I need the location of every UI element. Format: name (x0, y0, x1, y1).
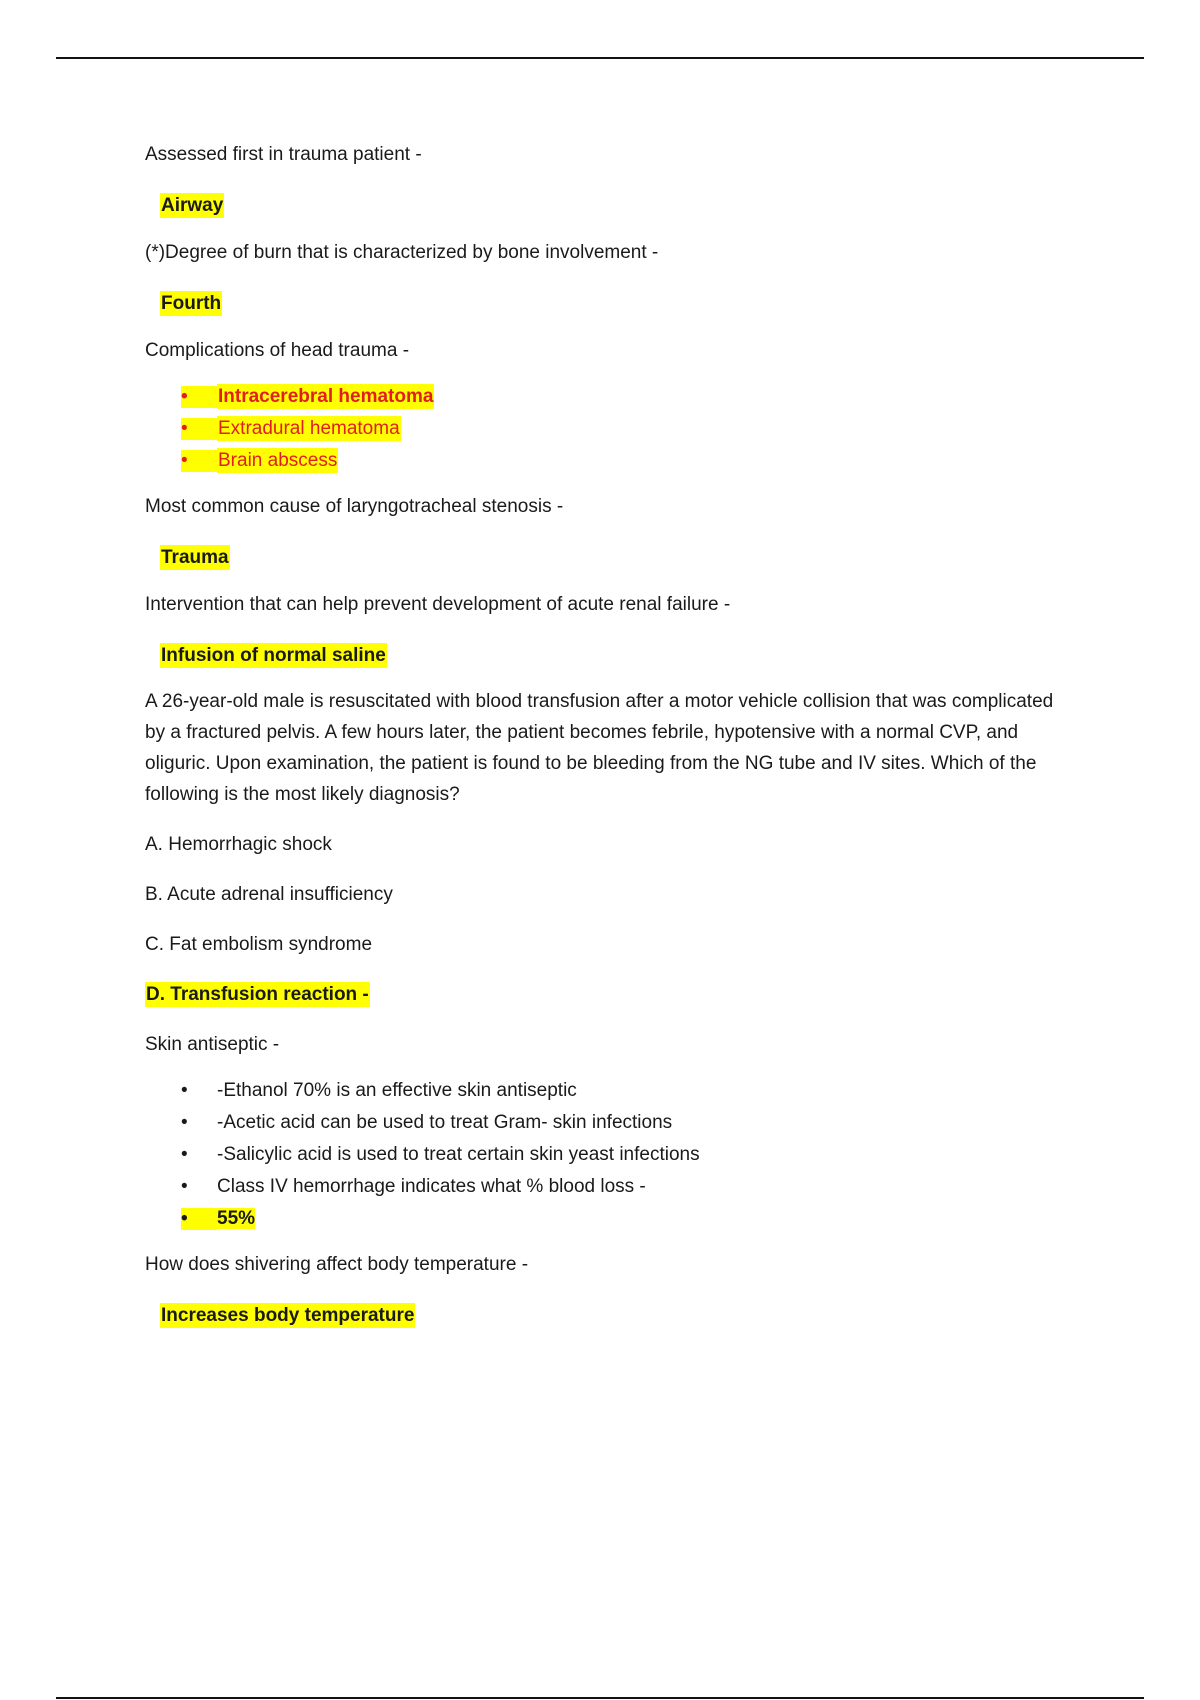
bullet-icon: • (181, 386, 217, 408)
question-text: Intervention that can help prevent development of acute renal failure - (145, 594, 731, 615)
answer-highlight: Trauma (161, 547, 229, 568)
list-item-text: Brain abscess (218, 450, 338, 471)
list-item-text: -Ethanol 70% is an effective skin antiseptic (217, 1080, 577, 1101)
list-item-text: Class IV hemorrhage indicates what % blood loss - (217, 1176, 646, 1197)
list-item (181, 418, 1075, 440)
bullet-icon: • (181, 1176, 188, 1197)
option-a: A. Hemorrhagic shock (145, 834, 332, 855)
answer-text (160, 1305, 1075, 1327)
answer-highlight: Fourth (161, 293, 222, 314)
document-body (145, 144, 1075, 1352)
bullet-icon: • (181, 1112, 188, 1133)
answer-highlight: Airway (161, 195, 224, 216)
answer-highlight: Infusion of normal saline (161, 645, 386, 666)
bullet-icon: • (181, 418, 217, 440)
answer-text (160, 195, 1075, 217)
option-c: C. Fat embolism syndrome (145, 934, 373, 955)
question-text: Assessed first in trauma patient - (145, 144, 422, 165)
answer-text (160, 293, 1075, 315)
list-item-text: Intracerebral hematoma (218, 386, 434, 407)
question-text: Complications of head trauma - (145, 340, 410, 361)
question-text: How does shivering affect body temperature - (145, 1254, 529, 1275)
bullet-icon: • (181, 450, 217, 472)
question-text: (*)Degree of burn that is characterized by bone involvement - (145, 242, 659, 263)
bullet-icon: • (181, 1144, 188, 1165)
complications-list (145, 386, 1075, 472)
list-item-text: -Acetic acid can be used to treat Gram- skin infections (217, 1112, 673, 1133)
answer-highlight: Increases body temperature (161, 1305, 415, 1326)
list-item (181, 1112, 1075, 1134)
list-item (181, 450, 1075, 472)
option-d-correct (145, 984, 1075, 1006)
list-item-text: -Salicylic acid is used to treat certain skin yeast infections (217, 1144, 700, 1165)
bullet-icon: • (181, 1080, 188, 1101)
list-item-highlighted (181, 1208, 1075, 1230)
antiseptic-list (145, 1080, 1075, 1230)
question-text: Most common cause of laryngotracheal stenosis - (145, 496, 564, 517)
bullet-icon: • (181, 1208, 217, 1230)
bottom-rule (56, 1697, 1144, 1699)
option-b: B. Acute adrenal insufficiency (145, 884, 393, 905)
list-item (181, 1176, 1075, 1198)
question-text: Skin antiseptic - (145, 1034, 280, 1055)
case-paragraph: A 26-year-old male is resuscitated with blood transfusion after a motor vehicle collision that was complicated by a fractured pelvis. A few hours later, the patient becomes febrile, hypotensive with a normal CVP, and oliguric. Upon examination, the patient is found to be bleeding from the NG tube and IV sites. Which of the following is the most likely diagnosis? (145, 691, 1054, 805)
list-item-text: 55% (217, 1208, 256, 1229)
list-item (181, 1080, 1075, 1102)
list-item (181, 1144, 1075, 1166)
top-rule (56, 57, 1144, 59)
answer-text (160, 547, 1075, 569)
list-item (181, 386, 1075, 408)
answer-text (160, 645, 1075, 667)
answer-highlight: D. Transfusion reaction - (146, 984, 369, 1005)
list-item-text: Extradural hematoma (218, 418, 400, 439)
